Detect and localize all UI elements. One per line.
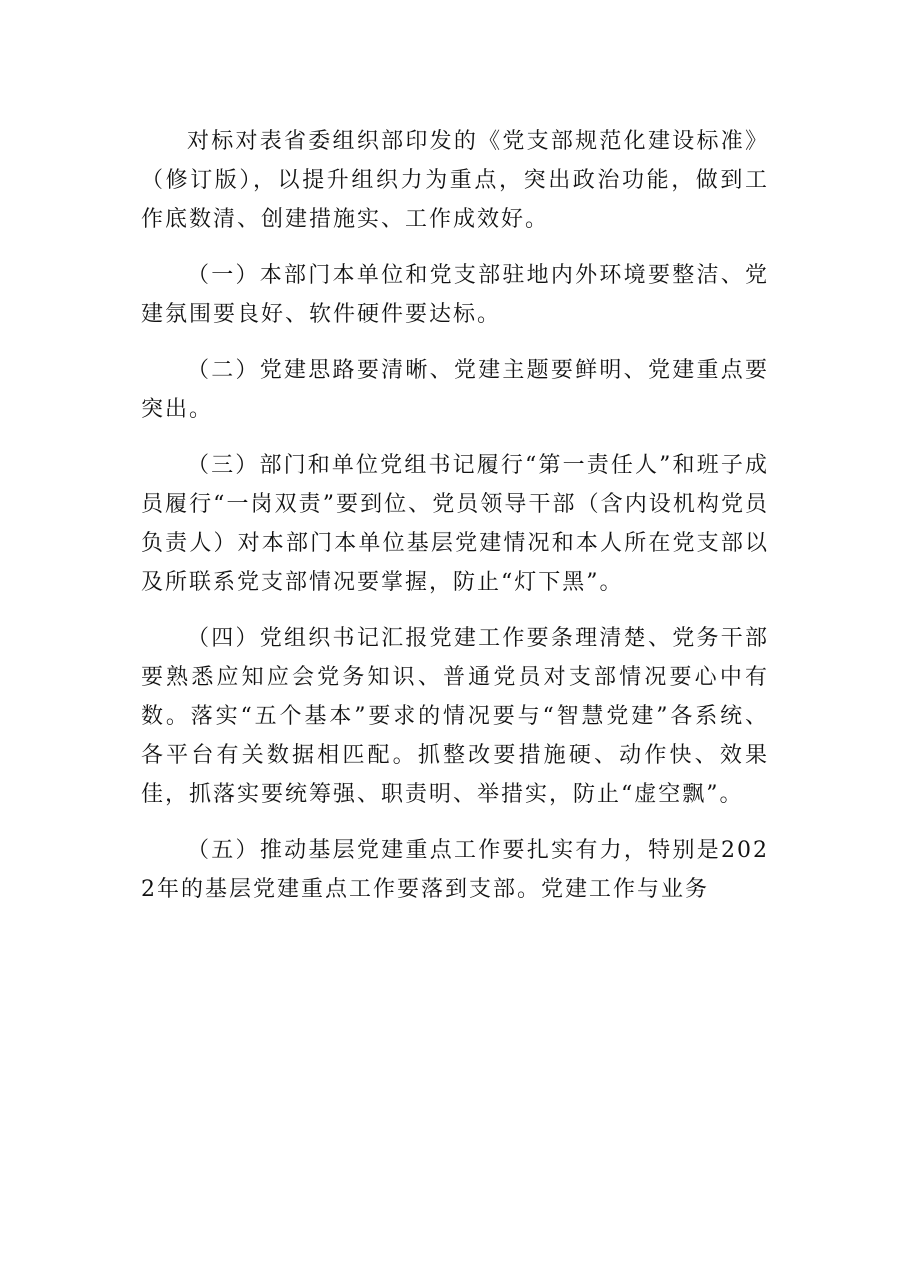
paragraph-intro: 对标对表省委组织部印发的《党支部规范化建设标准》（修订版），以提升组织力为重点，突出政治功能，做到工作底数清、创建措施实、工作成效好。 [141,129,769,232]
paragraph-item-1: （一）本部门本单位和党支部驻地内外环境要整洁、党建氛围要良好、软件硬件要达标。 [141,263,769,327]
document-body [141,122,769,926]
paragraph-item-4: （四）党组织书记汇报党建工作要条理清楚、党务干部要熟悉应知应会党务知识、普通党员对支部情况要心中有数。落实“五个基本”要求的情况要与“智慧党建”各系统、各平台有关数据相匹配。抓整改要措施硬、动作快、效果佳，抓落实要统筹强、职责明、举措实，防止“虚空飘”。 [141,626,769,807]
paragraph-item-3: （三）部门和单位党组书记履行“第一责任人”和班子成员履行“一岗双责”要到位、党员领导干部（含内设机构党员负责人）对本部门本单位基层党建情况和本人所在党支部以及所联系党支部情况要掌握，防止“灯下黑”。 [141,453,769,595]
paragraph-item-2: （二）党建思路要清晰、党建主题要鲜明、党建重点要突出。 [141,358,769,422]
paragraph-item-5: （五）推动基层党建重点工作要扎实有力，特别是2022年的基层党建重点工作要落到支部。党建工作与业务 [141,838,769,902]
